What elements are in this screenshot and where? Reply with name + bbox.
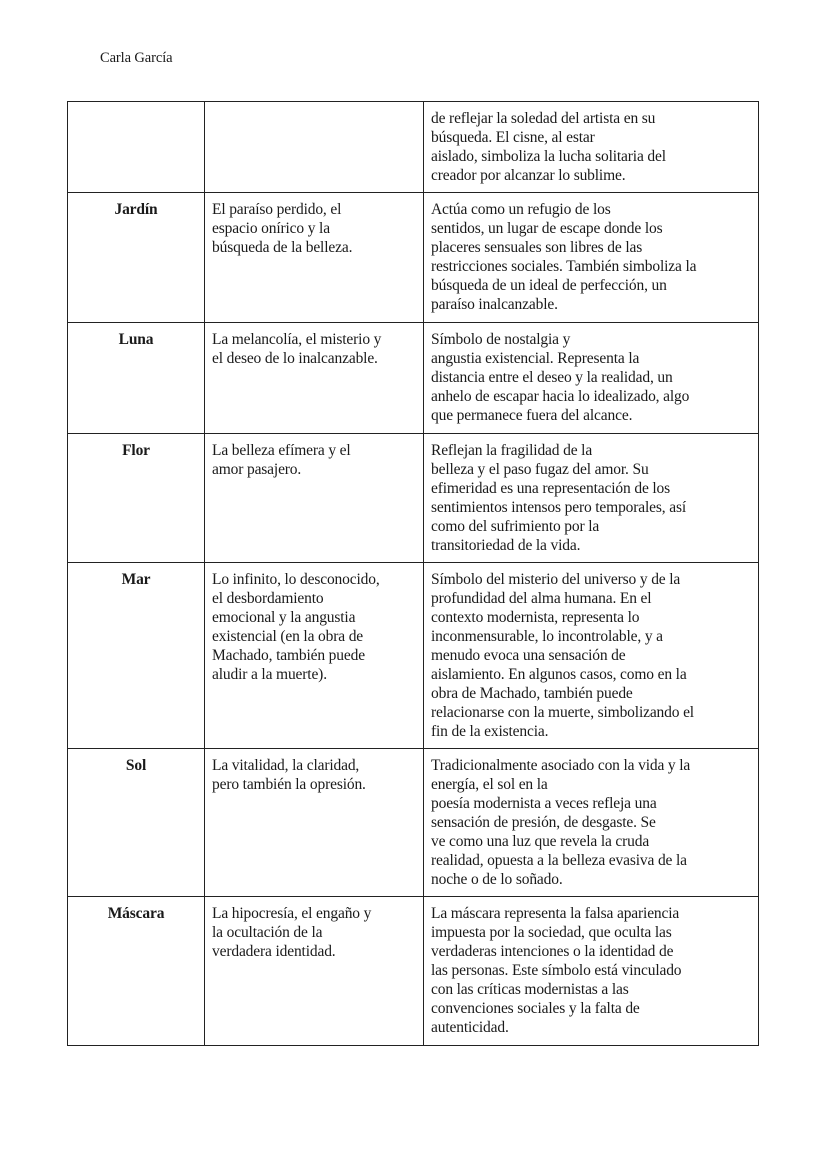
table-body	[68, 102, 759, 1046]
explanation-line: aislamiento. En algunos casos, como en la	[431, 666, 687, 683]
explanation-line: ve como una luz que revela la cruda	[431, 833, 650, 850]
meaning-line: La melancolía, el misterio y	[212, 331, 382, 348]
explanation-line: placeres sensuales son libres de las	[431, 239, 643, 256]
explanation-cell	[424, 749, 759, 897]
explanation-line: Actúa como un refugio de los	[431, 201, 611, 218]
symbol-cell	[68, 102, 205, 193]
meaning-line: pero también la opresión.	[212, 776, 366, 793]
meaning-line: espacio onírico y la	[212, 220, 330, 237]
symbol-cell: Flor	[68, 434, 205, 563]
symbol-cell: Máscara	[68, 897, 205, 1046]
meaning-line: Lo infinito, lo desconocido,	[212, 571, 380, 588]
meaning-line: el desbordamiento	[212, 590, 324, 607]
meaning-cell	[205, 102, 424, 193]
explanation-cell	[424, 563, 759, 749]
explanation-line: verdaderas intenciones o la identidad de	[431, 943, 674, 960]
explanation-line: Símbolo del misterio del universo y de la	[431, 571, 681, 588]
explanation-line: Tradicionalmente asociado con la vida y la	[431, 757, 691, 774]
meaning-line: emocional y la angustia	[212, 609, 356, 626]
explanation-line: con las críticas modernistas a las	[431, 981, 629, 998]
meaning-line: La hipocresía, el engaño y	[212, 905, 372, 922]
explanation-line: sentimientos intensos pero temporales, así	[431, 499, 686, 516]
symbol-cell: Luna	[68, 323, 205, 434]
explanation-line: que permanece fuera del alcance.	[431, 407, 633, 424]
explanation-line: impuesta por la sociedad, que oculta las	[431, 924, 672, 941]
explanation-line: búsqueda de un ideal de perfección, un	[431, 277, 667, 294]
symbol-table	[67, 101, 759, 1046]
meaning-cell	[205, 563, 424, 749]
symbol-cell: Jardín	[68, 193, 205, 323]
explanation-line: menudo evoca una sensación de	[431, 647, 626, 664]
explanation-line: La máscara representa la falsa apariencia	[431, 905, 680, 922]
meaning-line: el deseo de lo inalcanzable.	[212, 350, 378, 367]
explanation-line: restricciones sociales. También simboliza la	[431, 258, 697, 275]
table-row	[68, 434, 759, 563]
explanation-line: inconmensurable, lo incontrolable, y a	[431, 628, 663, 645]
meaning-line: búsqueda de la belleza.	[212, 239, 353, 256]
explanation-line: Símbolo de nostalgia y	[431, 331, 571, 348]
meaning-cell	[205, 323, 424, 434]
explanation-cell	[424, 102, 759, 193]
explanation-line: creador por alcanzar lo sublime.	[431, 167, 626, 184]
meaning-line: La belleza efímera y el	[212, 442, 351, 459]
meaning-line: amor pasajero.	[212, 461, 302, 478]
explanation-cell	[424, 323, 759, 434]
explanation-line: efimeridad es una representación de los	[431, 480, 671, 497]
table-row	[68, 897, 759, 1046]
table-row	[68, 193, 759, 323]
table-row	[68, 102, 759, 193]
explanation-line: realidad, opuesta a la belleza evasiva de la	[431, 852, 687, 869]
explanation-line: relacionarse con la muerte, simbolizando el	[431, 704, 694, 721]
explanation-line: de reflejar la soledad del artista en su	[431, 110, 656, 127]
symbol-cell: Sol	[68, 749, 205, 897]
page-header-author: Carla García	[100, 50, 173, 66]
explanation-cell	[424, 193, 759, 323]
meaning-cell	[205, 749, 424, 897]
meaning-cell	[205, 897, 424, 1046]
explanation-line: convenciones sociales y la falta de	[431, 1000, 640, 1017]
explanation-line: paraíso inalcanzable.	[431, 296, 558, 313]
explanation-line: angustia existencial. Representa la	[431, 350, 640, 367]
meaning-line: verdadera identidad.	[212, 943, 336, 960]
meaning-line: La vitalidad, la claridad,	[212, 757, 360, 774]
explanation-line: aislado, simboliza la lucha solitaria del	[431, 148, 666, 165]
meaning-line: la ocultación de la	[212, 924, 323, 941]
meaning-line: Machado, también puede	[212, 647, 365, 664]
explanation-line: sensación de presión, de desgaste. Se	[431, 814, 656, 831]
explanation-cell	[424, 897, 759, 1046]
meaning-line: El paraíso perdido, el	[212, 201, 342, 218]
explanation-line: las personas. Este símbolo está vinculado	[431, 962, 682, 979]
explanation-line: energía, el sol en la	[431, 776, 548, 793]
explanation-line: autenticidad.	[431, 1019, 509, 1036]
explanation-line: sentidos, un lugar de escape donde los	[431, 220, 663, 237]
explanation-line: como del sufrimiento por la	[431, 518, 600, 535]
explanation-line: distancia entre el deseo y la realidad, un	[431, 369, 673, 386]
explanation-line: profundidad del alma humana. En el	[431, 590, 652, 607]
explanation-line: anhelo de escapar hacia lo idealizado, algo	[431, 388, 690, 405]
explanation-line: obra de Machado, también puede	[431, 685, 633, 702]
explanation-line: poesía modernista a veces refleja una	[431, 795, 657, 812]
explanation-cell	[424, 434, 759, 563]
explanation-line: contexto modernista, representa lo	[431, 609, 640, 626]
meaning-cell	[205, 193, 424, 323]
explanation-line: Reflejan la fragilidad de la	[431, 442, 593, 459]
table-row	[68, 749, 759, 897]
meaning-line: aludir a la muerte).	[212, 666, 327, 683]
explanation-line: transitoriedad de la vida.	[431, 537, 581, 554]
explanation-line: fin de la existencia.	[431, 723, 549, 740]
explanation-line: búsqueda. El cisne, al estar	[431, 129, 595, 146]
symbol-cell: Mar	[68, 563, 205, 749]
explanation-line: noche o de lo soñado.	[431, 871, 563, 888]
meaning-line: existencial (en la obra de	[212, 628, 364, 645]
explanation-line: belleza y el paso fugaz del amor. Su	[431, 461, 649, 478]
meaning-cell	[205, 434, 424, 563]
table-row	[68, 323, 759, 434]
table-row	[68, 563, 759, 749]
